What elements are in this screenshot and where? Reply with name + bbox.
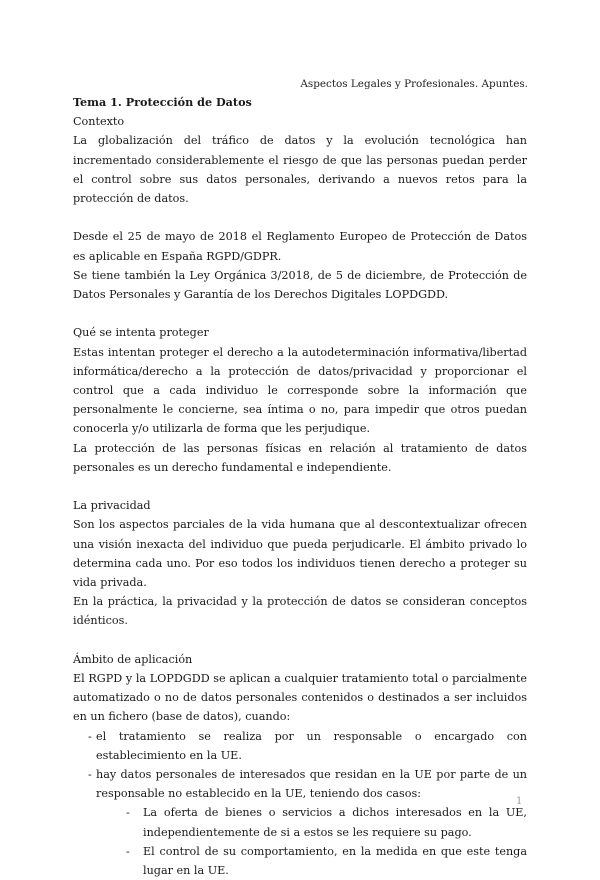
paragraph: El RGPD y la LOPDGDD se aplican a cualquier tratamiento total o parcialmente automatizado o no de datos personales contenidos o destinados a ser incluidos en un fichero (base de datos), cuando: — [73, 672, 527, 724]
bullet-list — [73, 727, 527, 880]
running-header: Aspectos Legales y Profesionales. Apuntes. — [300, 78, 528, 90]
dash-bullet: - — [88, 768, 92, 782]
section-heading: Contexto — [73, 115, 125, 129]
section-heading: La privacidad — [73, 499, 151, 513]
paragraph: Se tiene también la Ley Orgánica 3/2018, de 5 de diciembre, de Protección de Datos Personales y Garantía de los Derechos Digitales LOPDGDD. — [73, 268, 527, 302]
sub-list-item — [123, 803, 527, 841]
paragraph: Desde el 25 de mayo de 2018 el Reglamento Europeo de Protección de Datos es aplicable en España RGPD/GDPR. — [73, 230, 527, 263]
list-item-text: hay datos personales de interesados que residan en la UE por parte de un responsable no establecido en la UE, teniendo dos casos: — [96, 768, 527, 801]
list-item — [73, 727, 527, 765]
section-heading: Qué se intenta proteger — [73, 326, 209, 340]
list-item — [73, 765, 527, 880]
paragraph: Estas intentan proteger el derecho a la autodeterminación informativa/libertad informática/derecho a la protección de datos/privacidad y proporcionar el control que a cada individuo le corresponde sobre la información que personalmente le concierne, sea íntima o no, para impedir que otros puedan conocerla y/o utilizarla de forma que les perjudique. — [73, 345, 527, 436]
document-body — [73, 93, 527, 880]
list-item-text: el tratamiento se realiza por un responsable o encargado con establecimiento en la UE. — [96, 729, 527, 762]
sub-bullet-list — [123, 803, 527, 880]
paragraph: En la práctica, la privacidad y la protección de datos se consideran conceptos idénticos. — [73, 595, 527, 628]
dash-bullet: - — [126, 844, 130, 858]
section-heading: Ámbito de aplicación — [73, 652, 193, 666]
page-title: Tema 1. Protección de Datos — [73, 95, 252, 109]
paragraph: La protección de las personas físicas en relación al tratamiento de datos personales es un derecho fundamental e independiente. — [73, 441, 527, 474]
page-number: 1 — [516, 796, 523, 807]
sub-list-item-text: La oferta de bienes o servicios a dichos interesados en la UE, independientemente de si a estos se les requiere su pago. — [143, 806, 527, 839]
dash-bullet: - — [126, 806, 130, 820]
dash-bullet: - — [88, 729, 92, 743]
paragraph: La globalización del tráfico de datos y la evolución tecnológica han incrementado considerablemente el riesgo de que las personas puedan perder el control sobre sus datos personales, derivando a nuevos retos para la protección de datos. — [73, 134, 527, 206]
sub-list-item-text: El control de su comportamiento, en la medida en que este tenga lugar en la UE. — [143, 844, 527, 878]
paragraph: Son los aspectos parciales de la vida humana que al descontextualizar ofrecen una visión inexacta del individuo que pueda perjudicarle. El ámbito privado lo determina cada uno. Por eso todos los individuos tienen derecho a proteger su vida privada. — [73, 518, 527, 590]
